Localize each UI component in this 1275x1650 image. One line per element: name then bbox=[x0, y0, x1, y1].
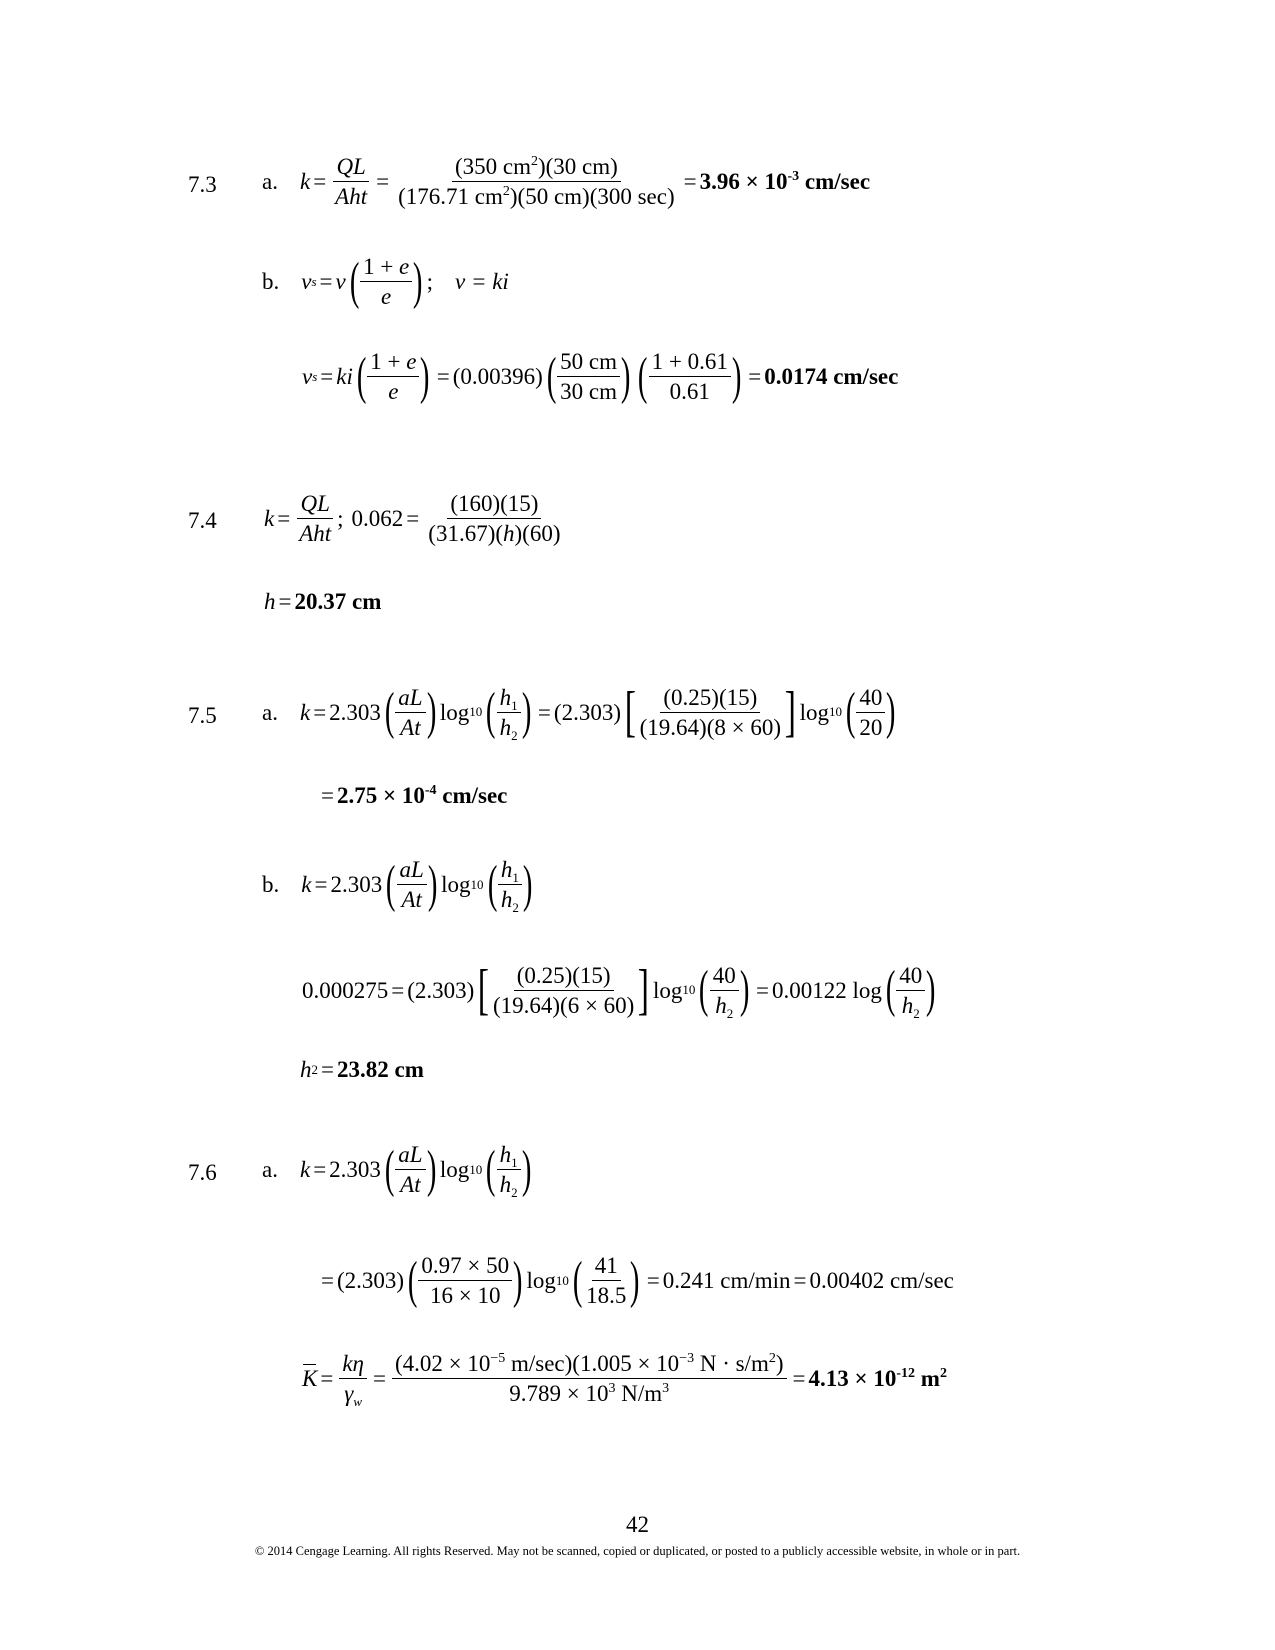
equation-7-3a: a. k = $\frac{QL}{\text{Aht}}$ = $\frac{(350 cm^2)(30 cm)}{(176.71 cm^2)(50 cm)(300 \sec)}$ = $3.96 \times 10^{-3}$ cm/sec bbox=[262, 154, 871, 209]
result-7-4: 20.37 cm bbox=[294, 589, 382, 614]
problem-number-7-6: 7.6 bbox=[188, 1160, 217, 1185]
part-label: a. bbox=[262, 699, 278, 725]
equation-7-4: k = $\frac{QL}{\text{Aht}}$ ; 0.062 = $\frac{(160)(15)}{(31.67)(h)(60)}$ bbox=[264, 491, 561, 546]
result-7-5b: 23.82 cm bbox=[336, 1057, 424, 1082]
equation-7-6a-2: = (2.303) ( $\frac{0.97 \times 50}{16 \times 10}$ ) log 10 ( $\frac{41}{18.5}$ ) = 0.241 cm/min = 0.00402 cm/sec bbox=[321, 1251, 954, 1309]
fraction: $\frac{(350 cm^2)(30 cm)}{(176.71 cm^2)(50 cm)(300 \sec)}$ bbox=[398, 154, 675, 209]
var-k: k bbox=[299, 169, 311, 194]
part-label: b. bbox=[262, 269, 280, 294]
result-7-3b: 0.0174 cm/sec bbox=[764, 364, 899, 389]
page-number: 42 bbox=[626, 1512, 649, 1537]
equation-7-5b-1: b. k = 2.303 ( $\frac{aL}{At}$ ) log 10 ( $\frac{h_1}{h_2}$ ) bbox=[262, 855, 533, 915]
answer-7-5b: h 2 = 23.82 cm bbox=[300, 1057, 424, 1082]
fraction: $\frac{QL}{\text{Aht}}$ bbox=[335, 154, 368, 209]
equation-7-5a: a. k = 2.303 ( $\frac{aL}{At}$ ) log 10 ( $\frac{h_1}{h_2}$ ) = (2.303) [ $\frac{(0.25)(15)}{(19.64)(8 \times 60)}$ ] log 10 ( $\frac{40}{20}$ ) bbox=[262, 681, 896, 743]
answer-7-4: h = 20.37 cm bbox=[264, 589, 382, 614]
problem-number-7-4: 7.4 bbox=[188, 508, 217, 533]
problem-number-7-3: 7.3 bbox=[188, 172, 217, 197]
result-7-3a: $3.96 \times 10^{-3}$ cm/sec bbox=[699, 169, 871, 194]
equation-7-6a-3: K = $\frac{k\eta}{\gamma_w}$ = $\frac{(4.02 \times 10^{-5} m/\sec)(1.005 \times 10^{-3} N \cdot s/m^2)}{9.789 \times 10^3 N/m^3}$ = $4.13 \times 10^{-12}$ $m^2$ bbox=[302, 1351, 947, 1409]
answer-7-5a: = $2.75 \times 10^{-4}$ cm/sec bbox=[321, 783, 508, 808]
equation-7-3b-2: v s = ki ( $\frac{1 + e}{e}$ ) = (0.00396) ( $\frac{50 cm}{30 cm}$ ) ( $\frac{1 + 0.61}{0.61}$ ) = 0.0174 cm/sec bbox=[302, 347, 899, 405]
equation-7-5b-2: 0.000275 = (2.303) [ $\frac{(0.25)(15)}{(19.64)(6 \times 60)}$ ] log 10 ( $\frac{40}{h_2}$ ) = 0.00122 log ( $\frac{40}{h_2}$ ) bbox=[302, 959, 936, 1021]
problem-number-7-5: 7.5 bbox=[188, 703, 217, 728]
part-label: b. bbox=[262, 872, 280, 897]
part-label: a. bbox=[262, 1157, 278, 1182]
result-7-5a: $2.75 \times 10^{-4}$ cm/sec bbox=[336, 783, 508, 808]
part-label: a. bbox=[262, 169, 278, 194]
result-7-6a: $4.13 \times 10^{-12}$ $m^2$ bbox=[808, 1366, 947, 1391]
equation-7-6a-1: a. k = 2.303 ( $\frac{aL}{At}$ ) log 10 ( $\frac{h_1}{h_2}$ ) bbox=[262, 1140, 532, 1200]
copyright-footer: © 2014 Cengage Learning. All rights Reserved. May not be scanned, copied or duplicated, or posted to a publicly accessible website, in whole or in part. bbox=[254, 1544, 1021, 1558]
equation-7-3b-1: b. v s = v ( $\frac{1 + e}{e}$ ) ; v = ki bbox=[262, 252, 509, 310]
